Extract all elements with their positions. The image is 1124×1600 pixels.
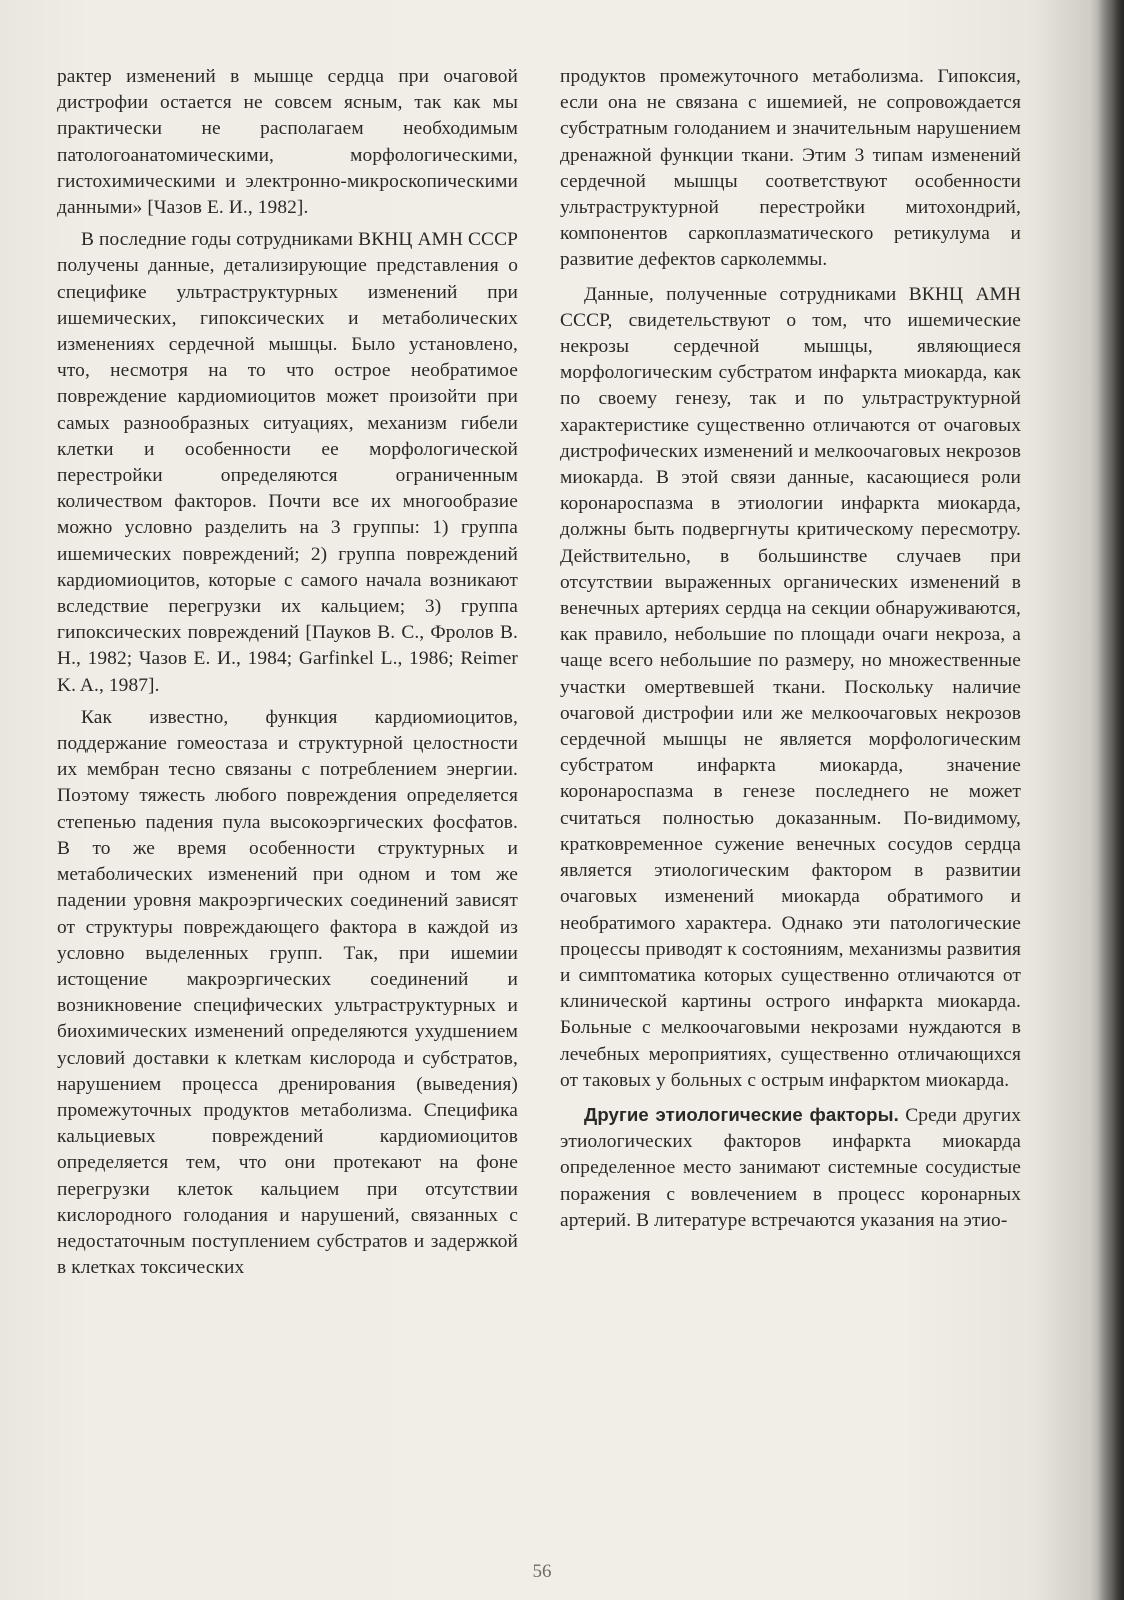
right-column: [560, 64, 1021, 1234]
paragraph: В последние годы сотрудниками ВКНЦ АМН СССР получены данные, детализирующие представления о специфике ультраструктурных изменений при ишемических, гипоксических и метаболических изменениях сердечной мышцы. Было установлено, что, несмотря на то что острое необратимое повреждение кардиомиоцитов может произойти при самых разнообразных ситуациях, механизм гибели клетки и особенности ее морфологической перестройки определяются ограниченным количеством факторов. Почти все их многообразие можно условно разделить на 3 группы: 1) группа ишемических повреждений; 2) группа повреждений кардиомиоцитов, которые с самого начала возникают вследствие перегрузки их кальцием; 3) группа гипоксических повреждений [Пауков В. С., Фролов В. Н., 1982; Чазов Е. И., 1984; Garfinkel L., 1986; Reimer K. A., 1987].: [57, 229, 518, 696]
page-number: [0, 1561, 1084, 1583]
section-paragraph-text: Среди других этиологических факторов инфаркта миокарда определенное место занимают системные сосудистые поражения с вовлечением в процесс коронарных артерий. В литературе встречаются указания на этио-: [560, 1104, 1022, 1231]
paragraph: Как известно, функция кардиомиоцитов, поддержание гомеостаза и структурной целостности их мембран тесно связаны с потреблением энергии. Поэтому тяжесть любого повреждения определяется степенью падения пула высокоэргических фосфатов. В то же время особенности структурных и метаболических изменений при одном и том же падении уровня макроэргических соединений зависят от структуры повреждающего фактора в каждой из условно выделенных групп. Так, при ишемии истощение макроэргических соединений и возникновение специфических ультраструктурных и биохимических изменений определяются ухудшением условий доставки к клеткам кислорода и субстратов, нарушением процесса дренирования (выведения) промежуточных продуктов метаболизма. Специфика кальциевых повреждений кардиомиоцитов определяется тем, что они протекают на фоне перегрузки клеток кальцием при отсутствии кислородного голодания и нарушений, связанных с недостаточным поступлением субстратов и задержкой в клетках токсических: [57, 706, 518, 1279]
paragraph: продуктов промежуточного метаболизма. Гипоксия, если она не связана с ишемией, не сопровождается субстратным голоданием и значительным нарушением дренажной функции ткани. Этим 3 типам изменений сердечной мышцы соответствуют особенности ультраструктурной перестройки митохондрий, компонентов саркоплазматического ретикулума и развитие дефектов сарколеммы.: [560, 66, 1021, 271]
paragraph: рактер изменений в мышце сердца при очаговой дистрофии остается не совсем ясным, так как мы практически не располагаем необходимым патологоанатомическими, морфологическими, гистохимическими и электронно-микроскопическими данными» [Чазов Е. И., 1982].: [57, 66, 518, 219]
section-heading: Другие этиологические факторы.: [584, 1103, 899, 1125]
page-number-text: 56: [532, 1561, 552, 1582]
left-column: [57, 64, 518, 1281]
paragraph: Данные, полученные сотрудниками ВКНЦ АМН СССР, свидетельствуют о том, что ишемические некрозы сердечной мышцы, являющиеся морфологическим субстратом инфаркта миокарда, как по своему генезу, так и по ультраструктурной характеристике существенно отличаются от очаговых дистрофических изменений и мелкоочаговых некрозов миокарда. В этой связи данные, касающиеся роли коронароспазма в этиологии инфаркта миокарда, должны быть подвергнуты критическому пересмотру. Действительно, в большинстве случаев при отсутствии выраженных органических изменений в венечных артериях сердца на секции обнаруживаются, как правило, небольшие по площади очаги некроза, а чаще всего небольшие по размеру, но множественные участки омертвевшей ткани. Поскольку наличие очаговой дистрофии или же мелкоочаговых некрозов сердечной мышцы не является морфологическим субстратом инфаркта миокарда, значение коронароспазма в генезе последнего не может считаться полностью доказанным. По-видимому, кратковременное сужение венечных сосудов сердца является этиологическим фактором в развитии очаговых изменений миокарда обратимого и необратимого характера. Однако эти патологические процессы приводят к состояниям, механизмы развития и симптоматика которых существенно отличаются от клинической картины острого инфаркта миокарда. Больные с мелкоочаговыми некрозами нуждаются в лечебных мероприятиях, существенно отличающихся от таковых у больных с острым инфарктом миокарда.: [560, 283, 1021, 1091]
section-paragraph: [560, 1102, 1021, 1234]
page-edge-shadow: [1098, 0, 1124, 1600]
